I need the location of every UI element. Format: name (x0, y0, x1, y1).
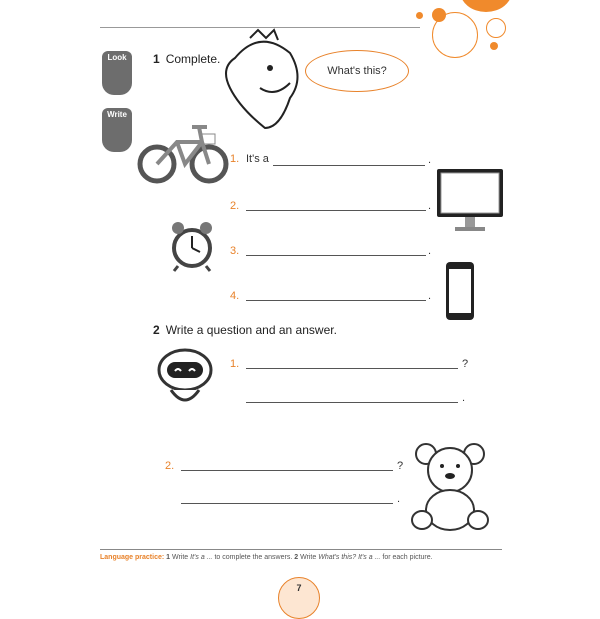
item-number: 2. (230, 200, 240, 212)
lion-icon (220, 28, 305, 133)
period: . (428, 200, 432, 212)
look-label: Look (107, 53, 127, 62)
page-number: 7 (278, 577, 320, 619)
item-prefix: It's a (246, 153, 269, 165)
footer-rule (100, 549, 502, 550)
answer-line-4[interactable] (246, 300, 426, 301)
question-mark: ? (462, 358, 469, 370)
smartphone-icon (444, 260, 476, 322)
period: . (462, 392, 466, 404)
item-number: 4. (230, 290, 240, 302)
item-number: 2. (165, 460, 175, 472)
alarm-clock-icon (168, 218, 216, 272)
answer-line-2[interactable] (246, 210, 426, 211)
teddy-bear-icon (408, 442, 494, 534)
language-practice-note: Language practice: 1 Write It's a ... to complete the answers. 2 Write What's this? It's a ... for each picture. (100, 554, 433, 561)
look-badge (102, 51, 132, 95)
item-number: 1. (230, 358, 240, 370)
speech-bubble (305, 50, 409, 92)
period: . (428, 290, 432, 302)
write-label: Write (107, 110, 127, 119)
bicycle-icon (137, 122, 229, 184)
answer-line-q2[interactable] (181, 503, 393, 504)
robot-icon (155, 348, 215, 410)
period: . (428, 245, 432, 257)
computer-monitor-icon (435, 167, 507, 237)
question-line-2[interactable] (181, 470, 393, 471)
exercise1-heading: 1 Complete. (153, 52, 221, 66)
item-number: 1. (230, 153, 240, 165)
answer-line-q1[interactable] (246, 402, 458, 403)
exercise2-heading: 2 Write a question and an answer. (153, 323, 337, 337)
speech-text: What's this? (327, 65, 387, 77)
answer-line-3[interactable] (246, 255, 426, 256)
question-mark: ? (397, 460, 404, 472)
item-number: 3. (230, 245, 240, 257)
period: . (428, 154, 432, 166)
question-line-1[interactable] (246, 368, 458, 369)
answer-line-1[interactable] (273, 165, 425, 166)
write-badge (102, 108, 132, 152)
period: . (397, 493, 401, 505)
